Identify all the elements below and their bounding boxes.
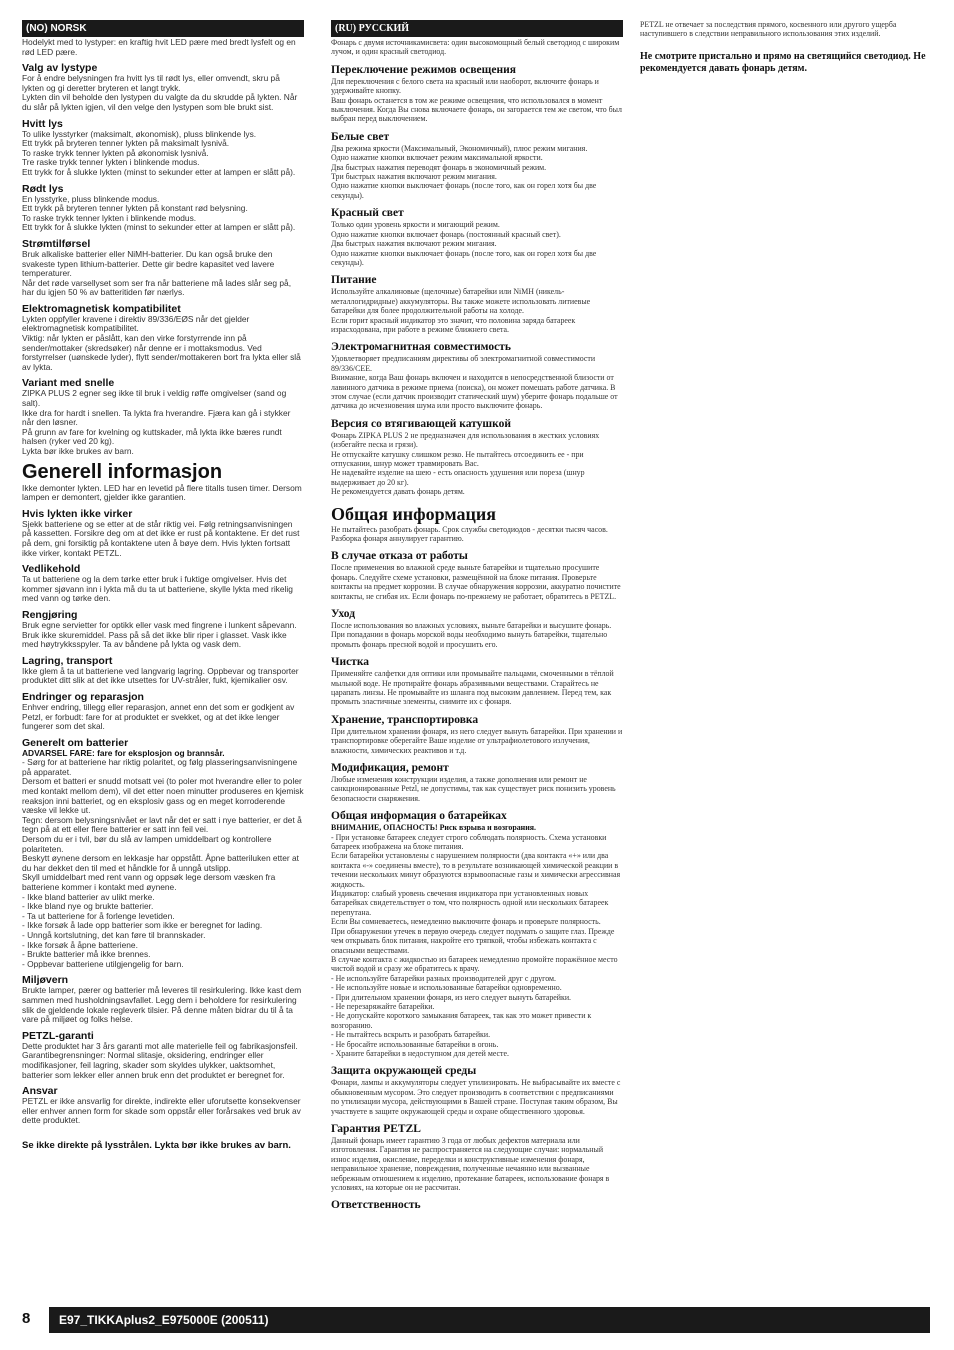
section-text: После применения во влажной среде выньте батарейки и тщательно просушите фонарь. Следуйте схеме установки, размещённой на блоке питания. Проверьте контакты на предмет коррозии. В случае обнаружения коррозии, аккуратно почистите контакты, не сгибая их. Если фонарь по-прежнему не работает, обратитесь в PETZL.: [331, 563, 621, 601]
section-text: Для переключения с белого света на красный или наоборот, включите фонарь и удерживайте кнопку. Ваш фонарь останется в том же режиме освещения, что использовался в момент выключения. Когда Вы снова включаете фонарь, он загорается тем же светом, что был выбран перед выключением.: [331, 76, 622, 124]
russkiy-intro: Фонарь с двумя источникамисвета: один высокомощный белый светодиод с широким лучом, и один красный светодиод.: [331, 38, 620, 57]
russkiy-section: [331, 714, 623, 755]
norsk-section: [22, 1030, 304, 1080]
section-title: Strømtilførsel: [22, 237, 91, 250]
section-title: Питание: [331, 274, 377, 287]
section-text: - Sørg for at batteriene har riktig polaritet, og følg plasseringsanvisningene på apparatet. Dersom et batteri er snudd motsatt vei (to poler mot hverandre eller to poler med kontakt mellom dem), vil det etter noen minutter produseres en kjemisk reaksjon inni batteriet, og en eksplosiv gass og en meget korroderende væske vil lekke ut. Tegn: dersom belysningsnivået er lavt når det er satt i nye batterier, er det å tegn på at ett eller flere batterier er satt inn feil vei. Dersom du er i tvil, bør du slå av lampen umiddelbart og kontrollere polariteten. Beskytt øynene dersom en lekkasje har oppstått. Åpne batteriluken etter at du har dekket den til med et håndkle for å unngå utslipp. Skyll umiddelbart med rent vann og oppsøk lege dersom væsken fra batteriene kommer i kontakt med øynene. - Ikke bland batterier av ulikt merke. - Ikke bland nye og brukte batterier. - Ta ut batteriene for å forlenge levetiden. - Ikke forsøk å lade opp batterier som ikke er beregnet for lading. - Unngå kortslutning, det kan føre til brannskader. - Ikke forsøk å åpne batteriene. - Brukte batterier må ikke brennes. - Oppbevar batteriene utilgjengelig for barn.: [22, 757, 304, 969]
norsk-column: [22, 20, 304, 1152]
russkiy-section: [331, 1199, 623, 1212]
norsk-section: [22, 609, 304, 650]
section-title: Версия со втягивающей катушкой: [331, 417, 511, 430]
russkiy-section: [331, 656, 623, 707]
norsk-section: [22, 118, 304, 178]
section-title: Хранение, транспортировка: [331, 713, 479, 726]
section-title: Электромагнитная совместимость: [331, 341, 511, 354]
russkiy-language-header: (RU) РУССКИЙ: [331, 20, 623, 37]
section-text: Bruk egne servietter for optikk eller vask med fingrene i lunkent såpevann. Bruk ikke skuremiddel. Pass på så det ikke blir riper i glasset. Vask ikke med høytrykksspyler. Ta av båndene på lykta og vask dem.: [22, 619, 297, 650]
norsk-section: [22, 691, 304, 732]
section-text: Используйте алкалиновые (щелочные) батарейки или NiMH (никель-металлогидридные) аккумуляторы. Вы также можете использовать литиевые батарейки для более продолжительной работы на холоде. Если горит красный индикатор это значит, что половина заряда батареек израсходована, при работе в режиме ближнего света.: [331, 287, 591, 334]
section-text: Enhver endring, tillegg eller reparasjon, annet enn det som er godkjent av Petzl, er forbudt: fare for at produktet er svekket, og at det ikke lenger fungerer som det skal.: [22, 701, 295, 732]
section-title: Чистка: [331, 656, 370, 669]
russkiy-section: [331, 207, 623, 267]
section-text: После использования во влажных условиях, выньте батарейки и высушите фонарь. При попадании в фонарь морской воды необходимо вынуть батарейки, тщательно промыть фонарь пресной водой и просушить его.: [331, 620, 612, 649]
russkiy-section: [331, 418, 623, 497]
section-text: Фонари, лампы и аккумуляторы следует утилизировать. Не выбрасывайте их вместе с обыкновенным мусором. Это следует производить в соответствии с предписаниями по утилизации мусора, действующими в Вашей стране. Поступая таким образом, Вы участвуете в защите окружающей среды и охране общественного здоровья.: [331, 1078, 621, 1116]
section-title: Белые свет: [331, 130, 390, 143]
norsk-general-title: Generell informasjon: [22, 460, 223, 483]
russkiy-section: [331, 1123, 623, 1192]
section-title: Защита окружающей среды: [331, 1065, 477, 1078]
section-title: Переключение режимов освещения: [331, 63, 516, 76]
norsk-general-intro: Ikke demonter lykten. LED har en levetid på flere titalls tusen timer. Dersom lampen er demontert, gjelder ikke garantien.: [22, 482, 302, 503]
section-title: Generelt om batterier: [22, 736, 129, 749]
norsk-intro: Hodelykt med to lystyper: en kraftig hvit LED pære med bredt lysfelt og en rød LED pære.: [22, 37, 296, 57]
section-title: В случае отказа от работы: [331, 550, 468, 563]
russkiy-continuation-column: [640, 20, 930, 75]
section-text: Фонарь ZIPKA PLUS 2 не предназначен для использования в жестких условиях (избегайте песка и грязи). Не отпускайте катушку слишком резко. Не пытайтесь отсоединить ее - при отпускании, шнур может травмировать Вас. Не надевайте изделие на шею - есть опасность удушения или пореза (шнур выдерживает до 20 кг). Не рекомендуется давать фонарь детям.: [331, 430, 600, 497]
section-title: Модификация, ремонт: [331, 762, 449, 775]
russkiy-column: [331, 20, 623, 1212]
norsk-section: [22, 303, 304, 373]
russkiy-general-title: Общая информация: [331, 503, 496, 524]
section-title: Miljøvern: [22, 974, 69, 987]
section-text: Lykten oppfyller kravene i direktiv 89/336/EØS når det gjelder elektromagnetisk kompatibilitet. Viktig: når lykten er påslått, kan den virke forstyrrende inn på sender/mottaker (skredsøker) når denne er i mottaksmodus. Ved forstyrrelser (uønskede lyder), flytt sender/mottakeren bort fra lykta eller slå av lykta.: [22, 313, 301, 372]
section-text: For å endre belysningen fra hvitt lys til rødt lys, eller omvendt, skru på lykten og gi deretter bryteren et langt trykk. Lykten din vil beholde den lystypen du valgte da du skrudde på lykten. Når du slår på lykten igjen, vil den velge den lystypen som ble brukt sist.: [22, 73, 298, 112]
section-title: Ответственность: [331, 1199, 421, 1212]
section-text: Brukte lamper, pærer og batterier må leveres til resirkulering. Ikke kast dem sammen med husholdningsavfallet. Legg dem i beholdere for resirkulering slik de gjeldende lokale regleverk tilsier. På denne måten bidrar du til å ta vare på miljøet og folks helse.: [22, 985, 302, 1025]
section-title: Vedlikehold: [22, 563, 81, 576]
section-title: Endringer og reparasjon: [22, 690, 144, 703]
norsk-section: [22, 1085, 304, 1126]
russkiy-section: [331, 274, 623, 334]
section-text: Sjekk batteriene og se etter at de står riktig vei. Følg retningsanvisningen på kassetten. Forsikre deg om at det ikke er rust på kontaktene. Er det rust på dem, gni forsiktig på kontaktene uten å bøye dem. Hvis lykten fortsatt ikke virker, kontakt PETZL.: [22, 518, 300, 558]
section-title: Красный свет: [331, 207, 404, 220]
section-text: Bruk alkaliske batterier eller NiMH-batterier. Du kan også bruke den svakeste typen lithium-batterier. Dette gir bedre kapasitet ved lavere temperaturer. Når det røde varsellyset som ser fra når batteriene må lades slår seg på, har du igjen 50 % av batteritiden før nærlys.: [22, 248, 292, 298]
russkiy-section: [331, 64, 623, 124]
section-title: Hvis lykten ikke virker: [22, 507, 133, 520]
russkiy-section: [331, 1065, 623, 1116]
russkiy-section: [331, 810, 623, 1058]
norsk-section: [22, 655, 304, 686]
section-text: Два режима яркости (Максимальный, Экономичный), плюс режим мигания. Одно нажатие кнопки включает режим максимальной яркости. Два быстрых нажатия переводят фонарь в экономичный режим. Три быстрых нажатия включают режим мигания. Одно нажатие кнопки выключает фонарь (после того, как он горел хотя бы две секунды).: [331, 143, 597, 200]
norsk-language-header: (NO) NORSK: [22, 20, 304, 37]
section-text: Dette produktet har 3 års garanti mot alle materielle feil og fabrikasjonsfeil. Garantibegrensninger: Normal slitasje, oksidering, endringer eller modifikasjoner, feil lagring, skader som skyldes ulykker, uaktsomhet, batterier som lekker eller annen bruk enn det produktet er beregnet for.: [22, 1040, 298, 1080]
norsk-final-warning: Se ikke direkte på lysstrålen. Lykta bør ikke brukes av barn.: [22, 1139, 291, 1151]
page-number: 8: [22, 1310, 31, 1327]
section-title: Ansvar: [22, 1085, 58, 1098]
section-text: Ikke glem å ta ut batteriene ved langvarig lagring. Oppbevar og transporter produktet ditt slik at det ikke utsettes for UV-stråler, fukt, kjemikalier osv.: [22, 665, 299, 686]
section-text: Применяйте салфетки для оптики или промывайте пальцами, смоченными в тёплой мыльной воде. Не протирайте фонарь абразивными веществами. Старайтесь не царапать линзы. Не промывайте из шланга под высоким давлением. Перед тем, как промыть эластичные элементы, снимите их с фонаря.: [331, 669, 614, 707]
section-text: Ta ut batteriene og la dem tørke etter bruk i fuktige omgivelser. Hvis det kommer sjøvann inn i lykta må du ta ut batteriene, skylle lykta med rikelig med vann og tørke den.: [22, 574, 293, 604]
section-title: Valg av lystype: [22, 62, 98, 75]
norsk-section: [22, 238, 304, 298]
section-title: Elektromagnetisk kompatibilitet: [22, 302, 181, 315]
russkiy-liability-text: PETZL не отвечает за последствия прямого, косвенного или другого ущерба наступившего в следствии неправильного использования этих изделий.: [640, 20, 897, 39]
section-title: Hvitt lys: [22, 117, 63, 130]
russkiy-section: [331, 608, 623, 649]
section-title: Rødt lys: [22, 182, 64, 195]
section-text: ZIPKA PLUS 2 egner seg ikke til bruk i veldig røffe omgivelser (sand og salt). Ikke dra for hardt i snellen. Ta lykta fra hverandre. Fjæra kan gå i stykker når den løsner. På grunn av fare for kvelning og kuttskader, må lykta ikke bæres rundt halsen (ryker ved 20 kg). Lykta bør ikke brukes av barn.: [22, 388, 291, 456]
norsk-section: [22, 377, 304, 456]
section-text: При длительном хранении фонаря, из него следует вынуть батарейки. При хранении и транспортировке оберегайте Ваше изделие от ультрафиолетового излучения, влажности, химических реактивов и т.д.: [331, 726, 623, 755]
page-footer: [22, 1307, 930, 1333]
section-text: To ulike lysstyrker (maksimalt, økonomisk), pluss blinkende lys. Ett trykk på bryteren tenner lykten på maksimalt lysnivå. To raske trykk tenner lykten på økonomisk lysnivå. Tre raske trykk tenner lykten i blinkende modus. Ett trykk for å slukke lykten (minst to sekunder etter at lampen er slått på).: [22, 128, 296, 177]
norsk-section: [22, 508, 304, 558]
warning-subtitle: ADVARSEL FARE: fare for eksplosjon og brannsår.: [22, 747, 225, 758]
russkiy-section: [331, 550, 623, 601]
section-title: Variant med snelle: [22, 377, 115, 390]
norsk-section: [22, 974, 304, 1024]
russkiy-final-warning: Не смотрите пристально и прямо на светящийся светодиод. Не рекомендуется давать фонарь детям.: [640, 50, 926, 74]
warning-subtitle: ВНИМАНИЕ, ОПАСНОСТЬ! Риск взрыва и возгорания.: [331, 823, 536, 833]
section-title: Гарантия PETZL: [331, 1123, 421, 1136]
section-warning: [331, 823, 623, 832]
section-title: Lagring, transport: [22, 654, 113, 667]
section-title: PETZL-garanti: [22, 1029, 94, 1042]
norsk-section: [22, 183, 304, 233]
section-title: Rengjøring: [22, 608, 78, 621]
norsk-section: [22, 737, 304, 970]
section-title: Уход: [331, 607, 356, 620]
russkiy-section: [331, 762, 623, 803]
norsk-section: [22, 563, 304, 604]
section-text: - При установке батареек следует строго соблюдать полярность. Схема установки батареек изображена на блоке питания. Если батарейки установлены с нарушением полярности (два контакта «+» или два контакта «-» соединены вместе), то в результате возникающей химической реакции в течении нескольких минут образуются взрывоопасные газы и химически агрессивная жидкость. Индикатор: слабый уровень свечения индикатора при установленных новых батарейках свидетельствует о том, что полярность одной или нескольких батареек перепутана. Если Вы сомневаетесь, немедленно выключите фонарь и проверьте полярность. При обнаружении утечек в первую очередь следует подумать о защите глаз. Прежде чем открывать блок питания, накройте его тряпкой, чтобы избежать контакта с опасными веществами. В случае контакта с жидкостью из батареек немедленно промойте поражённое место чистой водой и сразу же обратитесь к врачу. - Не используйте батарейки разных производителей друг с другом. - Не используйте новые и использованные батарейки одновременно. - При длительном хранении фонаря, из него следует вынуть батарейки. - Не перезаряжайте батарейки. - Не допускайте короткого замыкания батареек, так как это может привести к возгоранию. - Не пытайтесь вскрыть и разобрать батарейки. - Не бросайте использованные батарейки в огонь. - Храните батарейки в недоступном для детей месте.: [331, 832, 621, 1058]
section-text: PETZL er ikke ansvarlig for direkte, indirekte eller uforutsette konsekvenser eller enhver annen form for skade som oppstår eller forårsakes ved bruk av dette produktet.: [22, 1096, 301, 1126]
russkiy-section: [331, 341, 623, 410]
document-code-bar: E97_TIKKAplus2_E975000E (200511): [49, 1307, 930, 1333]
russkiy-general-intro: Не пытайтесь разобрать фонарь. Срок службы светодиодов - десятки тысяч часов. Разборка фонаря аннулирует гарантию.: [331, 524, 608, 543]
section-text: Любые изменения конструкции изделия, а также дополнения или ремонт не санкционированные Petzl, не допустимы, так как существует риск понизить уровень безопасности снаряжения.: [331, 775, 616, 803]
section-text: En lysstyrke, pluss blinkende modus. Ett trykk på bryteren tenner lykten på konstant rød belysning. To raske trykk tenner lykten i blinkende modus. Ett trykk for å slukke lykten (minst to sekunder etter at lampen er slått på).: [22, 193, 296, 233]
section-title: Общая информация о батарейках: [331, 810, 507, 823]
russkiy-section: [331, 131, 623, 200]
section-text: Удовлетворяет предписаниям директивы об электромагнитной совместимости 89/336/CEE. Внимание, когда Ваш фонарь включен и находится в непосредственной близости от лавинного датчика в режиме приема (поиска), он может помешать работе датчика. В этом случае (если датчик производит статический шум) уберите фонарь подальше от датчика до исчезновения шума или просто выключите фонарь.: [331, 354, 618, 411]
section-text: Только один уровень яркости и мигающий режим. Одно нажатие кнопки включает фонарь (постоянный красный свет). Два быстрых нажатия включают режим мигания. Одно нажатие кнопки выключает фонарь (после того, как он горел хотя бы две секунды).: [331, 220, 597, 267]
norsk-section: [22, 62, 304, 112]
section-text: Данный фонарь имеет гарантию 3 года от любых дефектов материала или изготовления. Гарантия не распространяется на следующие случаи: нормальный износ изделия, окисление, переделки и конструктивные изменения фонаря, неправильное хранение, повреждения, полученные нечаянно или вызванные небрежным отношением к изделию, протекание батареек, использование фонаря в условиях, на которые он не рассчитан.: [331, 1136, 610, 1193]
